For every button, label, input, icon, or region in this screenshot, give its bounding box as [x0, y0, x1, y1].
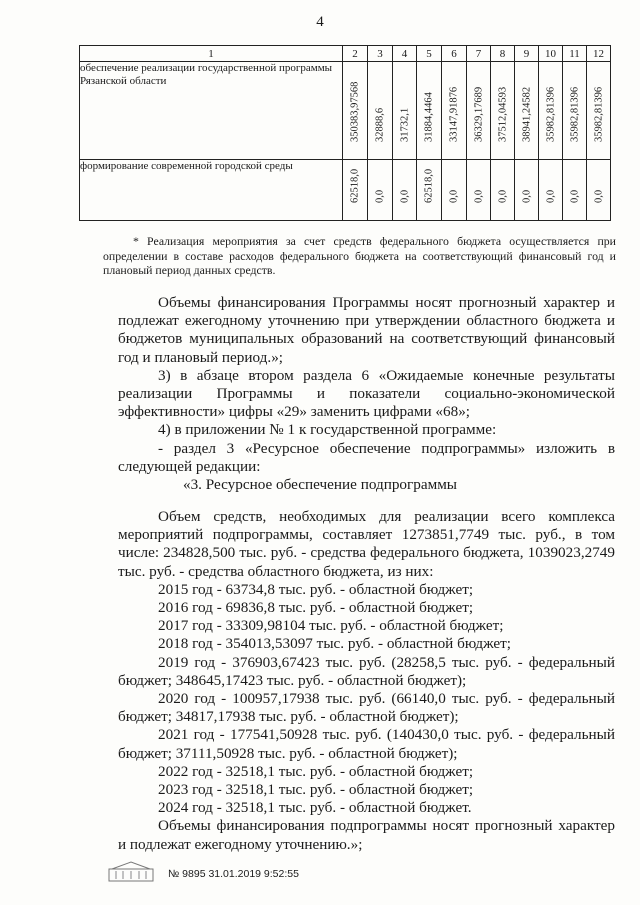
cell-value: 0,0 — [521, 189, 532, 203]
page-number: 4 — [316, 14, 324, 30]
registry-stamp-icon — [108, 860, 154, 882]
col-header: 7 — [467, 46, 491, 62]
cell-value: 0,0 — [448, 189, 460, 203]
year-line: 2020 год - 100957,17938 тыс. руб. (66140,0 тыс. руб. - федеральный бюджет; 34817,17938 тыс. руб. - областной бюджет); — [118, 690, 615, 726]
paragraph-financing: Объемы финансирования Программы носят прогнозный характер и подлежат ежегодному уточнению при утверждении областного бюджета и бюджетов муниципальных образований на соответствующий финансовый год и плановый период.»; — [118, 294, 615, 366]
cell-value: 350383,97568 — [349, 81, 361, 142]
col-header: 1 — [80, 46, 343, 62]
col-header: 3 — [368, 46, 393, 62]
col-header: 12 — [587, 46, 611, 62]
cell-value: 0,0 — [497, 189, 508, 203]
cell-value: 37512,04593 — [497, 86, 508, 142]
body-closing: Объемы финансирования подпрограммы носят прогнозный характер и подлежат ежегодному уточнению.»; — [118, 817, 615, 853]
cell-value: 35982,81396 — [545, 86, 556, 142]
col-header: 9 — [515, 46, 539, 62]
body-intro: Объем средств, необходимых для реализации всего комплекса мероприятий подпрограммы, составляет 1273851,7749 тыс. руб., в том числе: 234828,500 тыс. руб. - средства федерального бюджета, 1039023,2749 тыс. руб. - средства областного бюджета, из них: — [118, 508, 615, 580]
year-line: 2015 год - 63734,8 тыс. руб. - областной бюджет; — [158, 580, 474, 598]
cell-value: 0,0 — [545, 189, 556, 203]
section-title: «3. Ресурсное обеспечение подпрограммы — [182, 476, 458, 493]
footnote-text: * Реализация мероприятия за счет средств федерального бюджета осуществляется при определении в составе расходов федерального бюджета на соответствующий финансовый год и плановый период данных средств. — [103, 234, 616, 278]
funding-table — [79, 45, 611, 221]
table-row — [80, 62, 611, 160]
col-header: 10 — [539, 46, 563, 62]
cell-value: 0,0 — [593, 189, 604, 203]
year-line: 2018 год - 354013,53097 тыс. руб. - областной бюджет; — [158, 635, 512, 653]
year-line: 2016 год - 69836,8 тыс. руб. - областной бюджет; — [158, 599, 474, 617]
col-header: 8 — [491, 46, 515, 62]
paragraph-section-3: - раздел 3 «Ресурсное обеспечение подпрограммы» изложить в следующей редакции: — [118, 439, 615, 475]
footnote — [103, 234, 616, 278]
year-line: 2021 год - 177541,50928 тыс. руб. (140430,0 тыс. руб. - федеральный бюджет; 37111,50928 тыс. руб. - областной бюджет); — [118, 726, 615, 762]
cell-value: 35982,81396 — [593, 86, 604, 142]
cell-value: 32888,6 — [374, 107, 386, 142]
col-header: 2 — [343, 46, 368, 62]
cell-value: 33147,91876 — [448, 86, 460, 142]
col-header: 4 — [393, 46, 417, 62]
col-header: 11 — [563, 46, 587, 62]
table-row — [80, 160, 611, 221]
cell-value: 31732,1 — [399, 107, 410, 142]
cell-value: 31884,4464 — [423, 92, 435, 142]
section-body — [118, 508, 615, 854]
cell-value: 0,0 — [473, 189, 484, 203]
year-line: 2017 год - 33309,98104 тыс. руб. - областной бюджет; — [158, 617, 504, 635]
document-registry-footer: № 9895 31.01.2019 9:52:55 — [168, 868, 299, 880]
paragraph-item-3: 3) в абзаце втором раздела 6 «Ожидаемые конечные результаты реализации Программы и показатели социально-экономической эффективности» цифры «29» заменить цифрами «68»; — [118, 366, 615, 421]
cell-value: 0,0 — [374, 189, 386, 203]
table-header-row — [80, 46, 611, 62]
cell-value: 0,0 — [399, 189, 410, 203]
year-line: 2022 год - 32518,1 тыс. руб. - областной бюджет; — [158, 762, 474, 780]
cell-value: 35982,81396 — [569, 86, 580, 142]
year-line: 2023 год - 32518,1 тыс. руб. - областной бюджет; — [158, 781, 474, 799]
cell-value: 38941,24582 — [521, 86, 532, 142]
col-header: 5 — [417, 46, 442, 62]
cell-value: 62518,0 — [349, 168, 361, 203]
paragraph-item-4: 4) в приложении № 1 к государственной программе: — [158, 421, 497, 439]
amendment-paragraphs — [118, 294, 615, 476]
row-name: формирование современной городской среды — [80, 160, 343, 221]
year-line: 2019 год - 376903,67423 тыс. руб. (28258,5 тыс. руб. - федеральный бюджет; 348645,17423 тыс. руб. - областной бюджет); — [118, 653, 615, 689]
cell-value: 0,0 — [569, 189, 580, 203]
row-name: обеспечение реализации государственной программы Рязанской области — [80, 62, 343, 160]
cell-value: 36329,17689 — [473, 86, 484, 142]
cell-value: 62518,0 — [423, 168, 435, 203]
year-line: 2024 год - 32518,1 тыс. руб. - областной бюджет. — [158, 799, 472, 817]
col-header: 6 — [442, 46, 467, 62]
